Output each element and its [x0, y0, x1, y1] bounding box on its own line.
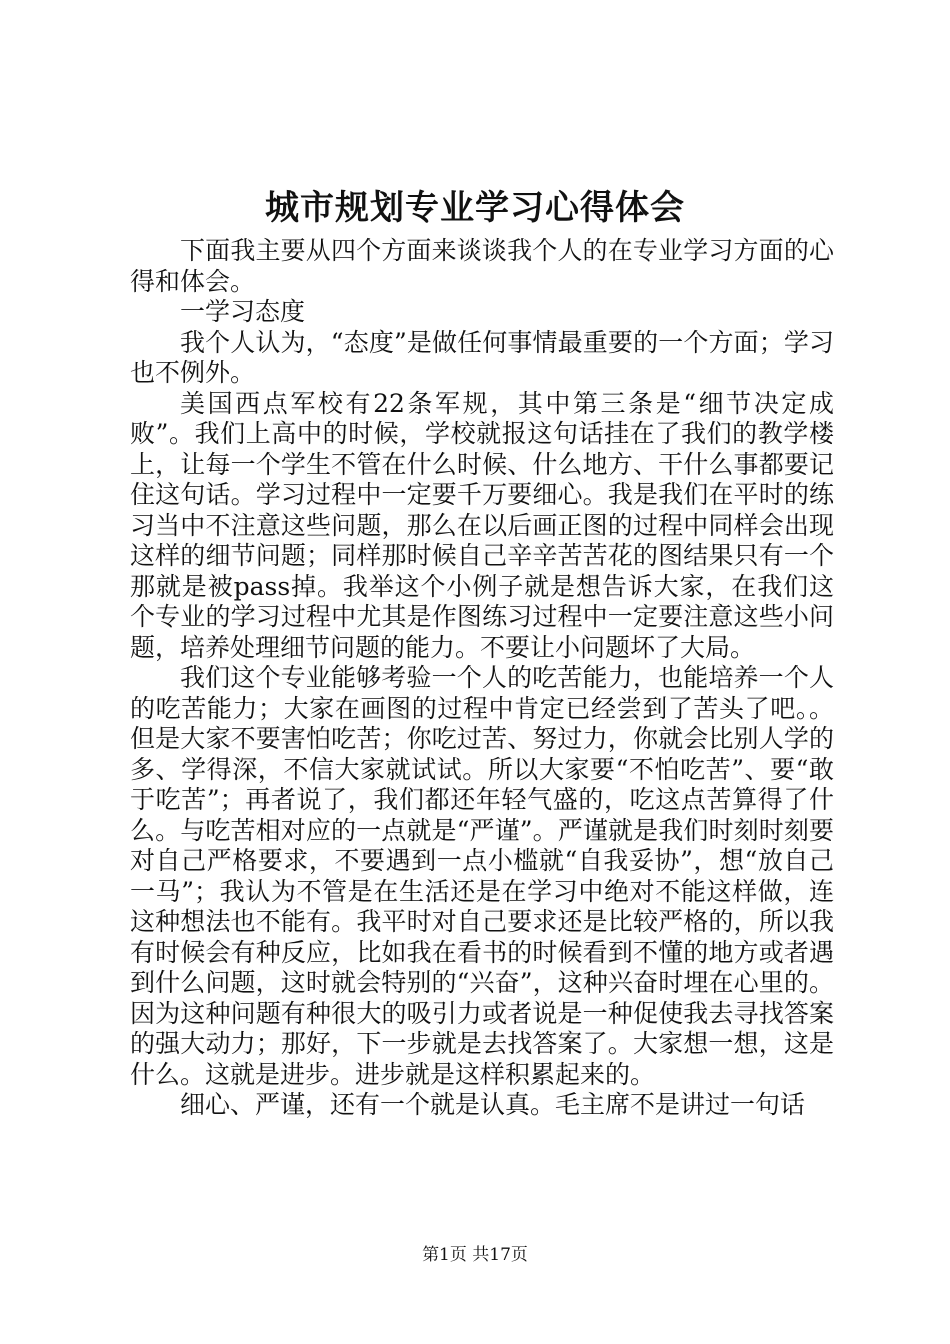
paragraph-hardship: 我们这个专业能够考验一个人的吃苦能力，也能培养一个人的吃苦能力；大家在画图的过程中肯定已经尝到了苦头了吧。。但是大家不要害怕吃苦；你吃过苦、努过力，你就会比别人学的多、学得深，不信大家就试试。所以大家要“不怕吃苦”、要“敢于吃苦”；再者说了，我们都还年轻气盛的，吃这点苦算得了什么。与吃苦相对应的一点就是“严谨”。严谨就是我们时刻时刻要对自己严格要求，不要遇到一点小槛就“自我妥协”，想“放自己一马”；我认为不管是在生活还是在学习中绝对不能这样做，连这种想法也不能有。我平时对自己要求还是比较严格的，所以我有时候会有种反应，比如我在看书的时候看到不懂的地方或者遇到什么问题，这时就会特别的“兴奋”，这种兴奋时埋在心里的。因为这种问题有种很大的吸引力或者说是一种促使我去寻找答案的强大动力；那好，下一步就是去找答案了。大家想一想，这是什么。这就是进步。进步就是这样积累起来的。 — [130, 663, 834, 1089]
document-title: 城市规划专业学习心得体会 — [265, 188, 685, 228]
paragraph-earnestness: 细心、严谨，还有一个就是认真。毛主席不是讲过一句话 — [180, 1090, 806, 1119]
paragraph-attitude: 我个人认为，“态度”是做任何事情最重要的一个方面；学习也不例外。 — [130, 327, 834, 387]
paragraph-intro: 下面我主要从四个方面来谈谈我个人的在专业学习方面的心得和体会。 — [130, 236, 834, 296]
section-heading-attitude: 一学习态度 — [180, 297, 306, 326]
page-footer: 第1页 共17页 — [422, 1245, 528, 1265]
document-body — [130, 236, 834, 1121]
paragraph-details: 美国西点军校有22条军规，其中第三条是“细节决定成败”。我们上高中的时候，学校就报这句话挂在了我们的教学楼上，让每一个学生不管在什么时候、什么地方、干什么事都要记住这句话。学习过程中一定要千万要细心。我是我们在平时的练习当中不注意这些问题，那么在以后画正图的过程中同样会出现这样的细节问题；同样那时候自己辛辛苦苦花的图结果只有一个那就是被pass掉。我举这个小例子就是想告诉大家，在我们这个专业的学习过程中尤其是作图练习过程中一定要注意这些小问题，培养处理细节问题的能力。不要让小问题坏了大局。 — [130, 388, 834, 662]
